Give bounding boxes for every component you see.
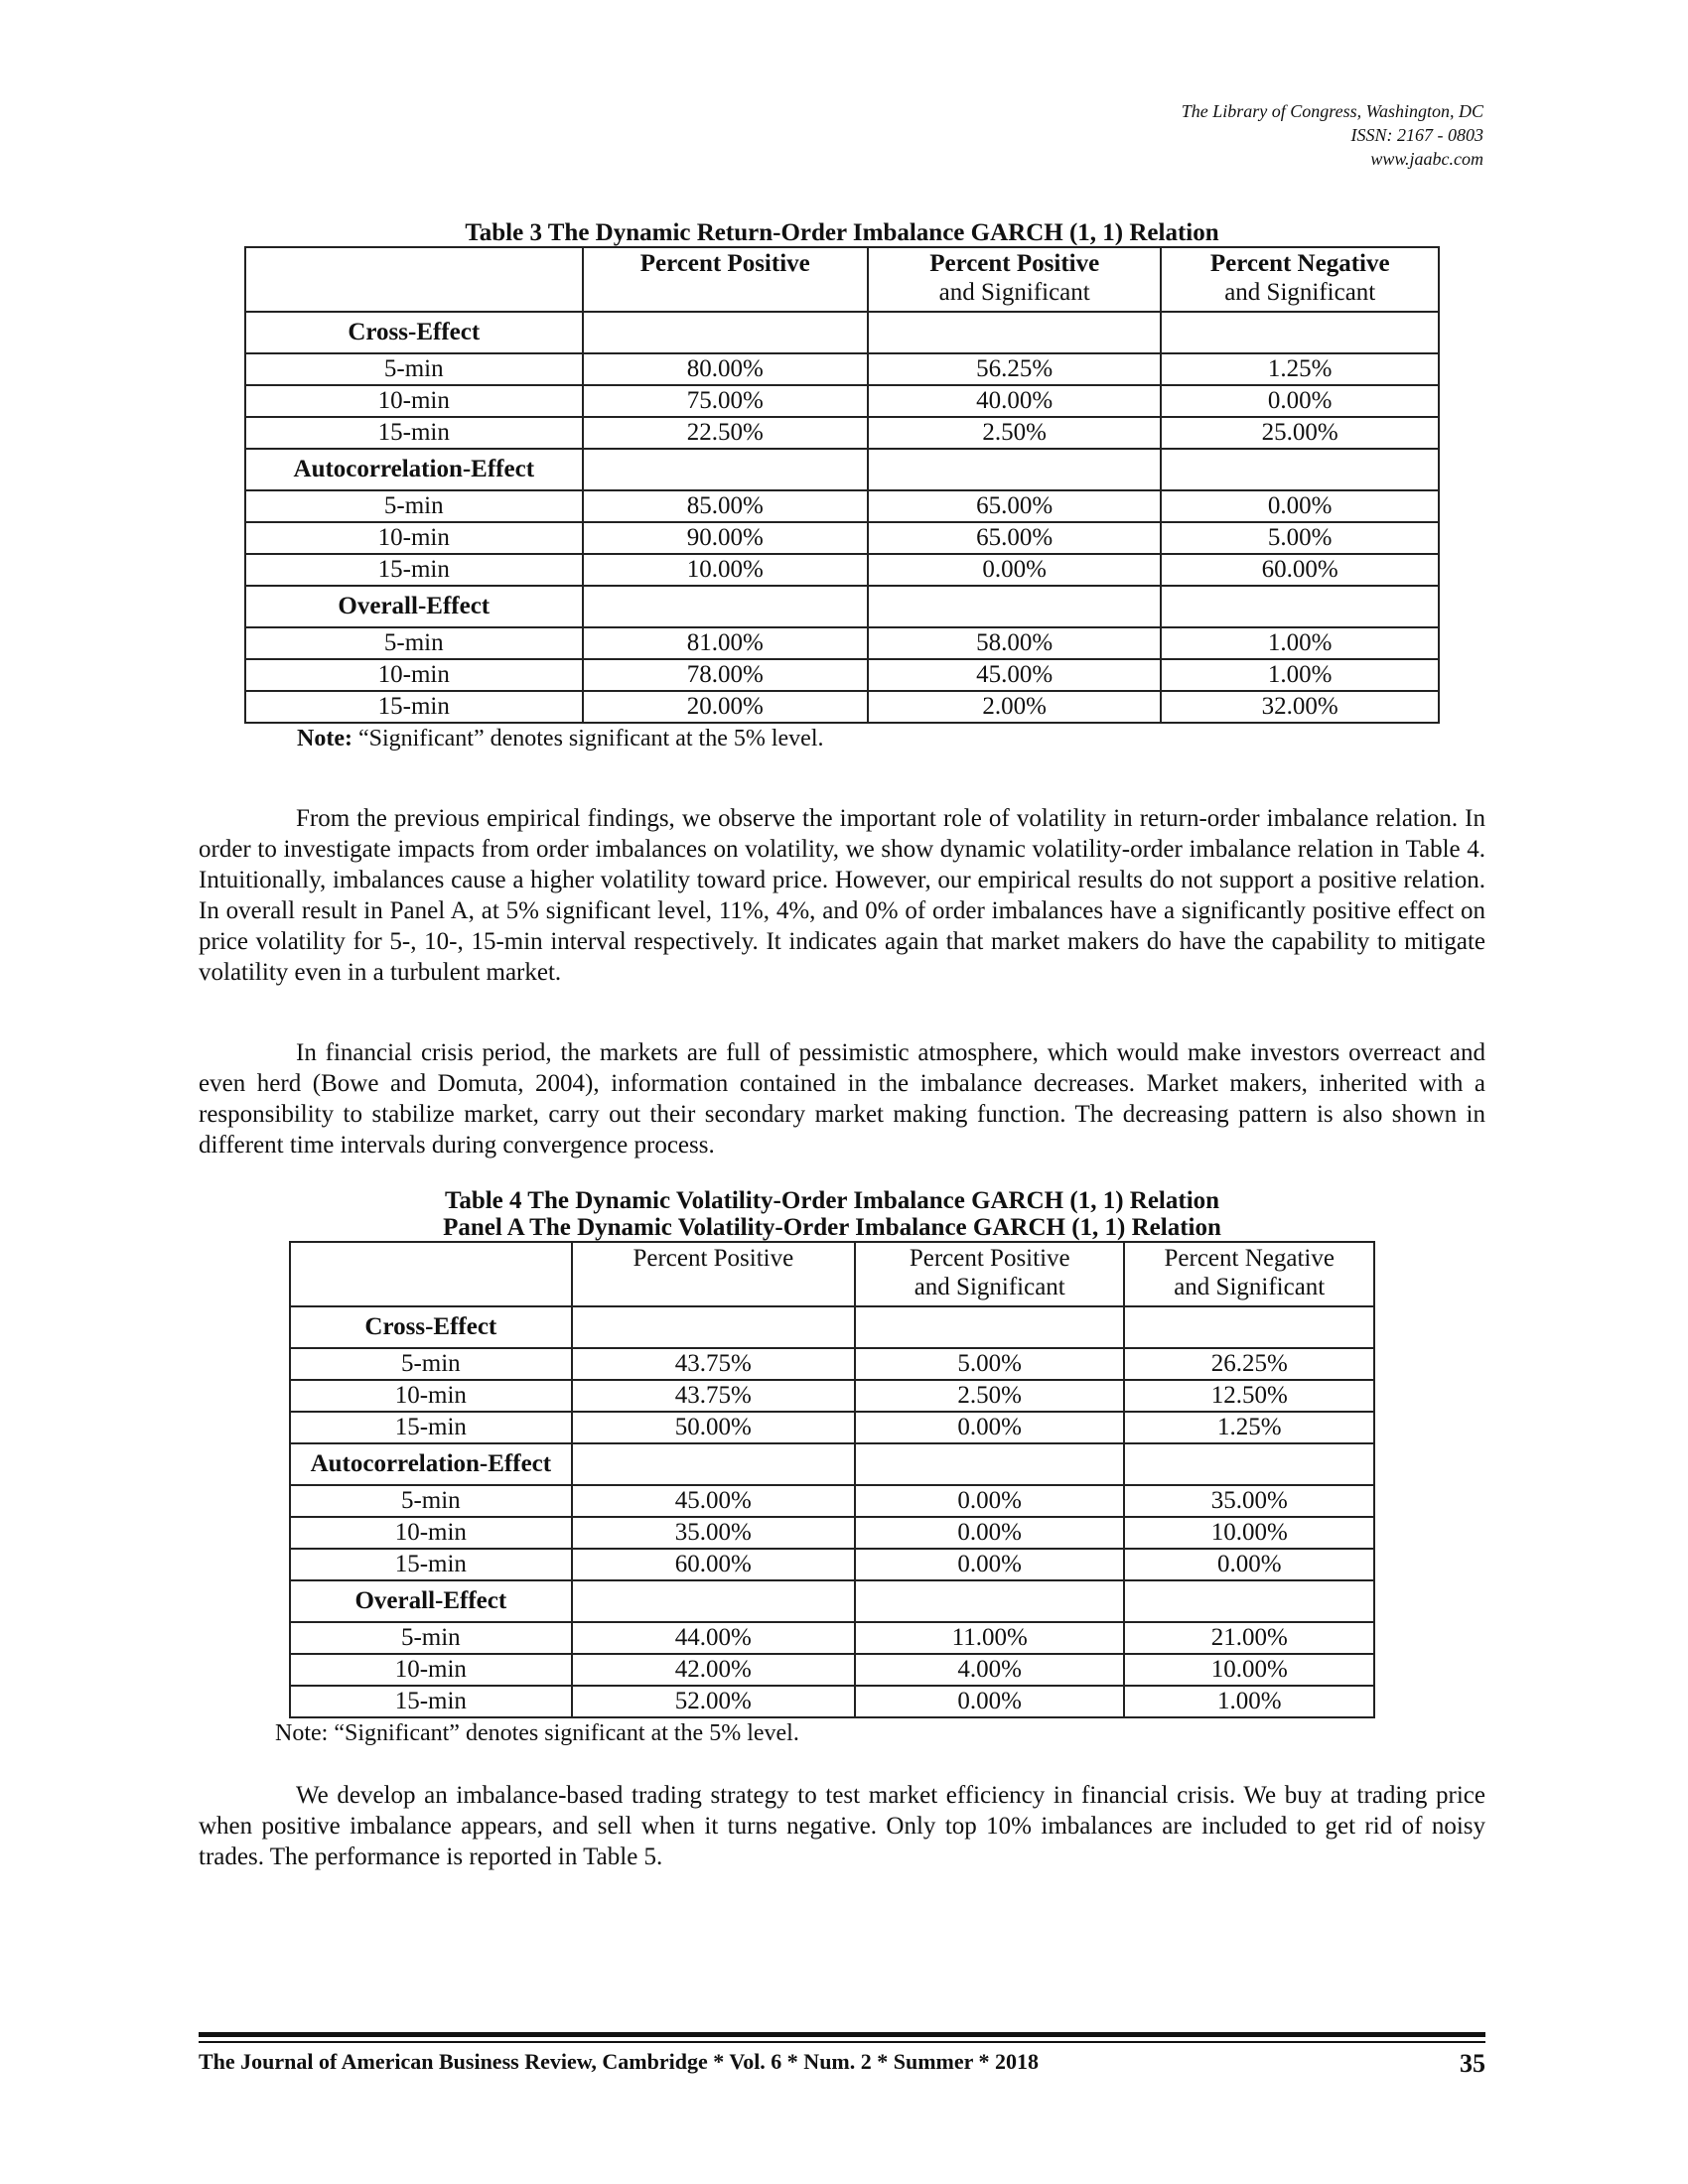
row-label: 10-min xyxy=(245,522,583,554)
value-cell: 43.75% xyxy=(572,1348,855,1380)
table-header-row xyxy=(245,247,1439,312)
section-label: Overall-Effect xyxy=(245,586,583,627)
value-cell: 65.00% xyxy=(868,490,1161,522)
table-row xyxy=(290,1517,1374,1549)
table-header-row xyxy=(290,1242,1374,1306)
value-cell: 58.00% xyxy=(868,627,1161,659)
row-label: 5-min xyxy=(245,490,583,522)
header-line-library: The Library of Congress, Washington, DC xyxy=(1181,101,1483,121)
table-row xyxy=(290,1622,1374,1654)
row-label: 5-min xyxy=(290,1348,572,1380)
column-header-line-1: Percent Negative xyxy=(1209,250,1390,277)
value-cell: 0.00% xyxy=(1161,490,1439,522)
table-4-caption: Table 4 The Dynamic Volatility-Order Imbalance GARCH (1, 1) Relation xyxy=(444,1187,1220,1214)
section-empty-cell xyxy=(868,449,1161,490)
table-row xyxy=(245,627,1439,659)
row-label: 5-min xyxy=(290,1622,572,1654)
table-row xyxy=(290,1686,1374,1717)
section-label: Autocorrelation-Effect xyxy=(245,449,583,490)
section-empty-cell xyxy=(583,449,868,490)
value-cell: 50.00% xyxy=(572,1412,855,1443)
column-header-line-2: and Significant xyxy=(914,1274,1065,1300)
column-header-line-1: Percent Negative xyxy=(1164,1245,1335,1272)
column-header xyxy=(1161,247,1439,312)
table-header-empty-cell xyxy=(245,247,583,312)
value-cell: 75.00% xyxy=(583,385,868,417)
column-header-line-2: and Significant xyxy=(938,279,1090,306)
section-empty-cell xyxy=(1124,1580,1374,1622)
table-row xyxy=(290,1485,1374,1517)
column-header xyxy=(855,1242,1124,1306)
value-cell: 22.50% xyxy=(583,417,868,449)
value-cell: 20.00% xyxy=(583,691,868,723)
value-cell: 10.00% xyxy=(1124,1517,1374,1549)
value-cell: 43.75% xyxy=(572,1380,855,1412)
table-row xyxy=(245,490,1439,522)
value-cell: 0.00% xyxy=(855,1412,1124,1443)
value-cell: 78.00% xyxy=(583,659,868,691)
value-cell: 2.50% xyxy=(868,417,1161,449)
section-empty-cell xyxy=(572,1443,855,1485)
table-row xyxy=(290,1380,1374,1412)
value-cell: 45.00% xyxy=(572,1485,855,1517)
section-empty-cell xyxy=(583,312,868,353)
body-paragraph-2: In financial crisis period, the markets are full of pessimistic atmosphere, which would make investors overreact and even herd (Bowe and Domuta, 2004), information contained in the imbalance decreases. Market makers, inherited with a responsibility to stabilize market, carry out their secondary market making function. The decreasing pattern is also shown in different time intervals during convergence process. xyxy=(199,1039,1485,1159)
value-cell: 81.00% xyxy=(583,627,868,659)
section-row xyxy=(245,449,1439,490)
value-cell: 32.00% xyxy=(1161,691,1439,723)
row-label: 15-min xyxy=(290,1549,572,1580)
body-paragraph-3: We develop an imbalance-based trading strategy to test market efficiency in financial crisis. We buy at trading price when positive imbalance appears, and sell when it turns negative. Only top 10% imbalances are included to get rid of noisy trades. The performance is reported in Table 5. xyxy=(199,1782,1485,1870)
row-label: 15-min xyxy=(245,554,583,586)
section-row xyxy=(290,1580,1374,1622)
table-row xyxy=(290,1549,1374,1580)
table-row xyxy=(245,353,1439,385)
table-row xyxy=(245,659,1439,691)
page-number: 35 xyxy=(1460,2049,1485,2078)
table-row xyxy=(245,691,1439,723)
value-cell: 0.00% xyxy=(868,554,1161,586)
value-cell: 56.25% xyxy=(868,353,1161,385)
section-row xyxy=(245,312,1439,353)
value-cell: 85.00% xyxy=(583,490,868,522)
column-header-line-1: Percent Positive xyxy=(633,1245,794,1272)
table-row xyxy=(290,1348,1374,1380)
value-cell: 25.00% xyxy=(1161,417,1439,449)
table-row xyxy=(290,1654,1374,1686)
column-header xyxy=(1124,1242,1374,1306)
value-cell: 0.00% xyxy=(1124,1549,1374,1580)
section-empty-cell xyxy=(868,312,1161,353)
section-label: Cross-Effect xyxy=(245,312,583,353)
row-label: 5-min xyxy=(245,627,583,659)
value-cell: 35.00% xyxy=(572,1517,855,1549)
footer-rule-thin xyxy=(199,2041,1485,2043)
column-header-line-2: and Significant xyxy=(1224,279,1376,306)
section-label: Autocorrelation-Effect xyxy=(290,1443,572,1485)
value-cell: 44.00% xyxy=(572,1622,855,1654)
table-3-note-label: Note: xyxy=(297,726,352,751)
row-label: 15-min xyxy=(245,691,583,723)
value-cell: 1.00% xyxy=(1124,1686,1374,1717)
value-cell: 60.00% xyxy=(572,1549,855,1580)
header-line-issn: ISSN: 2167 - 0803 xyxy=(1350,125,1483,145)
row-label: 10-min xyxy=(245,385,583,417)
column-header xyxy=(572,1242,855,1306)
value-cell: 0.00% xyxy=(855,1549,1124,1580)
value-cell: 11.00% xyxy=(855,1622,1124,1654)
value-cell: 4.00% xyxy=(855,1654,1124,1686)
row-label: 10-min xyxy=(245,659,583,691)
table-4 xyxy=(289,1241,1375,1718)
section-empty-cell xyxy=(1124,1443,1374,1485)
row-label: 10-min xyxy=(290,1380,572,1412)
value-cell: 0.00% xyxy=(855,1485,1124,1517)
value-cell: 26.25% xyxy=(1124,1348,1374,1380)
section-empty-cell xyxy=(1161,449,1439,490)
row-label: 5-min xyxy=(290,1485,572,1517)
table-3-caption: Table 3 The Dynamic Return-Order Imbalance GARCH (1, 1) Relation xyxy=(465,219,1219,246)
value-cell: 21.00% xyxy=(1124,1622,1374,1654)
table-row xyxy=(290,1412,1374,1443)
value-cell: 10.00% xyxy=(1124,1654,1374,1686)
table-row xyxy=(245,385,1439,417)
section-empty-cell xyxy=(572,1306,855,1348)
table-3-note xyxy=(244,724,1440,753)
table-3-block xyxy=(244,219,1440,753)
section-empty-cell xyxy=(572,1580,855,1622)
section-empty-cell xyxy=(855,1306,1124,1348)
value-cell: 2.50% xyxy=(855,1380,1124,1412)
value-cell: 1.00% xyxy=(1161,627,1439,659)
value-cell: 1.00% xyxy=(1161,659,1439,691)
column-header xyxy=(868,247,1161,312)
value-cell: 12.50% xyxy=(1124,1380,1374,1412)
section-row xyxy=(290,1443,1374,1485)
section-empty-cell xyxy=(855,1443,1124,1485)
value-cell: 0.00% xyxy=(855,1517,1124,1549)
table-3 xyxy=(244,246,1440,724)
value-cell: 45.00% xyxy=(868,659,1161,691)
body-paragraph-1: From the previous empirical findings, we observe the important role of volatility in return-order imbalance relation. In order to investigate impacts from order imbalances on volatility, we show dynamic volatility-order imbalance relation in Table 4. Intuitionally, imbalances cause a higher volatility toward price. However, our empirical results do not support a positive relation. In overall result in Panel A, at 5% significant level, 11%, 4%, and 0% of order imbalances have a significantly positive effect on price volatility for 5-, 10-, 15-min interval respectively. It indicates again that market makers do have the capability to mitigate volatility even in a turbulent market. xyxy=(199,805,1485,986)
value-cell: 0.00% xyxy=(1161,385,1439,417)
running-header xyxy=(1182,99,1483,171)
footer-journal-citation: The Journal of American Business Review, Cambridge * Vol. 6 * Num. 2 * Summer * 2018 xyxy=(199,2049,1040,2074)
row-label: 10-min xyxy=(290,1517,572,1549)
row-label: 15-min xyxy=(290,1412,572,1443)
section-empty-cell xyxy=(1161,312,1439,353)
row-label: 10-min xyxy=(290,1654,572,1686)
section-empty-cell xyxy=(1124,1306,1374,1348)
section-empty-cell xyxy=(1161,586,1439,627)
table-4-subcaption: Panel A The Dynamic Volatility-Order Imbalance GARCH (1, 1) Relation xyxy=(443,1214,1221,1241)
section-row xyxy=(245,586,1439,627)
value-cell: 42.00% xyxy=(572,1654,855,1686)
section-label: Cross-Effect xyxy=(290,1306,572,1348)
table-4-block xyxy=(275,1187,1375,1748)
column-header-line-1: Percent Positive xyxy=(929,250,1100,277)
row-label: 15-min xyxy=(290,1686,572,1717)
column-header xyxy=(583,247,868,312)
section-empty-cell xyxy=(583,586,868,627)
value-cell: 1.25% xyxy=(1124,1412,1374,1443)
value-cell: 40.00% xyxy=(868,385,1161,417)
value-cell: 10.00% xyxy=(583,554,868,586)
table-row xyxy=(245,522,1439,554)
footer-rule-thick xyxy=(199,2032,1485,2037)
value-cell: 90.00% xyxy=(583,522,868,554)
table-header-empty-cell xyxy=(290,1242,572,1306)
row-label: 5-min xyxy=(245,353,583,385)
value-cell: 35.00% xyxy=(1124,1485,1374,1517)
table-row xyxy=(245,554,1439,586)
value-cell: 1.25% xyxy=(1161,353,1439,385)
row-label: 15-min xyxy=(245,417,583,449)
column-header-line-1: Percent Positive xyxy=(909,1245,1070,1272)
table-4-note: Note: “Significant” denotes significant at the 5% level. xyxy=(275,1720,799,1746)
value-cell: 52.00% xyxy=(572,1686,855,1717)
header-line-website: www.jaabc.com xyxy=(1370,149,1483,169)
section-row xyxy=(290,1306,1374,1348)
value-cell: 5.00% xyxy=(855,1348,1124,1380)
section-empty-cell xyxy=(868,586,1161,627)
value-cell: 5.00% xyxy=(1161,522,1439,554)
column-header-line-1: Percent Positive xyxy=(639,250,810,277)
value-cell: 65.00% xyxy=(868,522,1161,554)
value-cell: 0.00% xyxy=(855,1686,1124,1717)
table-3-note-text: “Significant” denotes significant at the 5% level. xyxy=(352,726,824,751)
section-empty-cell xyxy=(855,1580,1124,1622)
table-row xyxy=(245,417,1439,449)
value-cell: 60.00% xyxy=(1161,554,1439,586)
value-cell: 80.00% xyxy=(583,353,868,385)
column-header-line-2: and Significant xyxy=(1174,1274,1326,1300)
section-label: Overall-Effect xyxy=(290,1580,572,1622)
value-cell: 2.00% xyxy=(868,691,1161,723)
